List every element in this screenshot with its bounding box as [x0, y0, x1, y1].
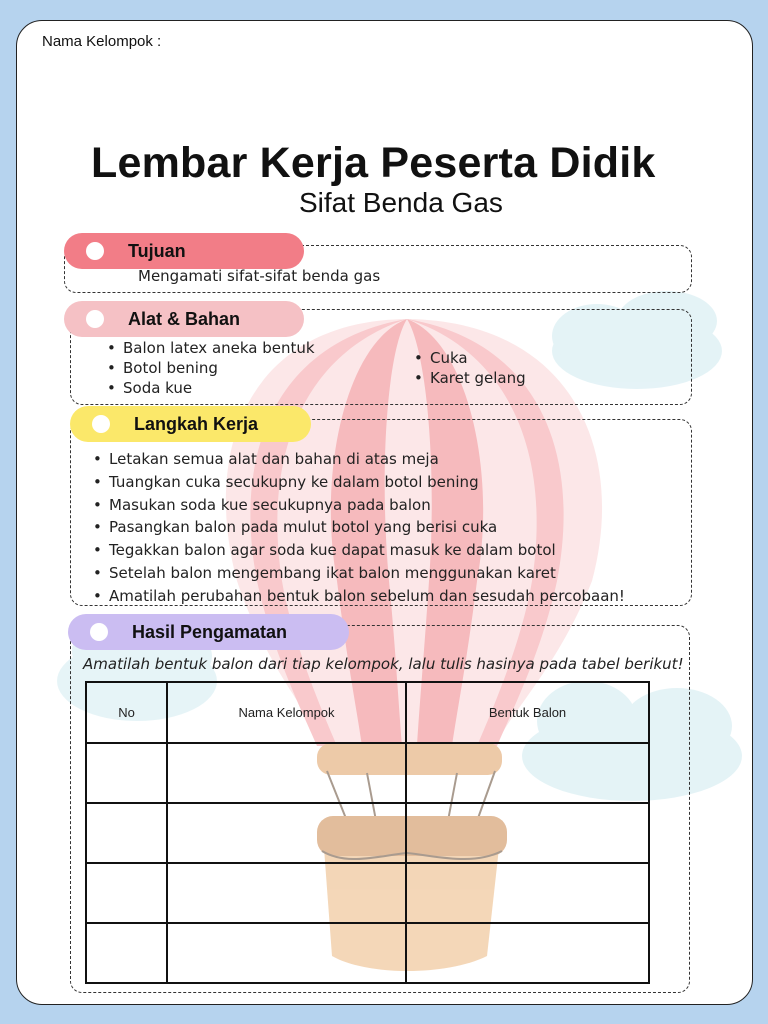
list-item: • Balon latex aneka bentuk — [107, 338, 315, 358]
column-header-nama-kelompok: Nama Kelompok — [167, 682, 406, 743]
table-cell[interactable] — [86, 863, 167, 923]
table-row — [86, 743, 649, 803]
list-item: • Botol bening — [107, 358, 315, 378]
tujuan-text: Mengamati sifat-sifat benda gas — [138, 267, 381, 285]
table-row — [86, 923, 649, 983]
table-cell[interactable] — [86, 803, 167, 863]
table-row — [86, 803, 649, 863]
list-item: • Letakan semua alat dan bahan di atas meja — [93, 448, 625, 471]
table-row — [86, 863, 649, 923]
table-cell[interactable] — [167, 863, 406, 923]
list-item: • Tuangkan cuka secukupny ke dalam botol bening — [93, 471, 625, 494]
list-item: • Cuka — [414, 348, 526, 368]
langkah-kerja-header — [70, 406, 311, 442]
langkah-kerja-list — [93, 448, 625, 608]
list-item: • Pasangkan balon pada mulut botol yang berisi cuka — [93, 516, 625, 539]
table-cell[interactable] — [86, 923, 167, 983]
list-item: • Tegakkan balon agar soda kue dapat masuk ke dalam botol — [93, 539, 625, 562]
worksheet-page — [16, 20, 753, 1005]
hasil-pengamatan-label: Hasil Pengamatan — [132, 621, 288, 642]
bullet-dot-icon — [90, 623, 108, 641]
table-cell[interactable] — [406, 743, 649, 803]
alat-bahan-list-2 — [414, 348, 526, 388]
bullet-dot-icon — [86, 310, 104, 328]
table-cell[interactable] — [406, 863, 649, 923]
observation-instruction: Amatilah bentuk balon dari tiap kelompok, lalu tulis hasinya pada tabel berikut! — [83, 655, 684, 673]
table-cell[interactable] — [406, 803, 649, 863]
bullet-dot-icon — [92, 415, 110, 433]
list-item: • Karet gelang — [414, 368, 526, 388]
table-header-row — [86, 682, 649, 743]
table-cell[interactable] — [86, 743, 167, 803]
column-header-no: No — [86, 682, 167, 743]
tujuan-header — [64, 233, 304, 269]
list-item: • Setelah balon mengembang ikat balon menggunakan karet — [93, 562, 625, 585]
page-title: Lembar Kerja Peserta Didik — [91, 139, 656, 187]
column-header-bentuk-balon: Bentuk Balon — [406, 682, 649, 743]
table-cell[interactable] — [406, 923, 649, 983]
table-cell[interactable] — [167, 803, 406, 863]
bullet-dot-icon — [86, 242, 104, 260]
table-cell[interactable] — [167, 743, 406, 803]
observation-table — [85, 681, 650, 984]
alat-bahan-list-1 — [107, 338, 315, 398]
alat-bahan-header — [64, 301, 304, 337]
table-cell[interactable] — [167, 923, 406, 983]
hasil-pengamatan-header — [68, 614, 349, 650]
group-name-label: Nama Kelompok : — [42, 33, 162, 50]
tujuan-label: Tujuan — [128, 240, 186, 261]
alat-bahan-label: Alat & Bahan — [128, 308, 241, 329]
list-item: • Amatilah perubahan bentuk balon sebelum dan sesudah percobaan! — [93, 585, 625, 608]
list-item: • Soda kue — [107, 378, 315, 398]
list-item: • Masukan soda kue secukupnya pada balon — [93, 494, 625, 517]
page-subtitle: Sifat Benda Gas — [299, 187, 503, 218]
langkah-kerja-label: Langkah Kerja — [134, 413, 259, 434]
